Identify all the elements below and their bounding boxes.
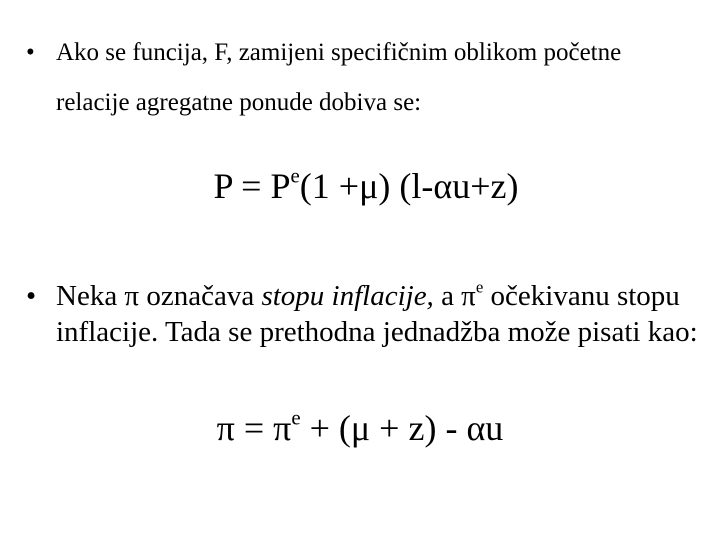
bullet-2-segment-1: Neka π označava [56,280,262,312]
equation-2-right: + (μ + z) - αu [300,408,504,448]
bullet-2-italic-term: stopu inflacije, [261,280,434,312]
equation-aggregate-supply [0,160,720,212]
bullet-2-segment-4: očekivanu stopu inflacije. Tada se prethodna jednadžba može pisati kao: [56,280,698,348]
bullet-marker: • [26,280,37,312]
equation-1-left: P = P [213,166,291,206]
equation-2-left: π = π [216,408,292,448]
equation-1-superscript: e [290,163,300,188]
equation-2-superscript: e [291,405,301,430]
bullet-2-segment-3: a π [433,280,476,312]
bullet-item-2 [26,278,706,350]
bullet-text-2 [26,278,706,350]
bullet-marker: • [26,39,35,66]
bullet-item-1 [26,28,696,128]
bullet-text-1: Ako se funcija, F, zamijeni specifičnim oblikom početne relacije agregatne ponude dobiva se: [56,39,622,116]
equation-1-right: (1 +μ) (l-αu+z) [299,166,519,206]
equation-inflation [0,402,720,454]
bullet-2-superscript: e [475,277,484,297]
